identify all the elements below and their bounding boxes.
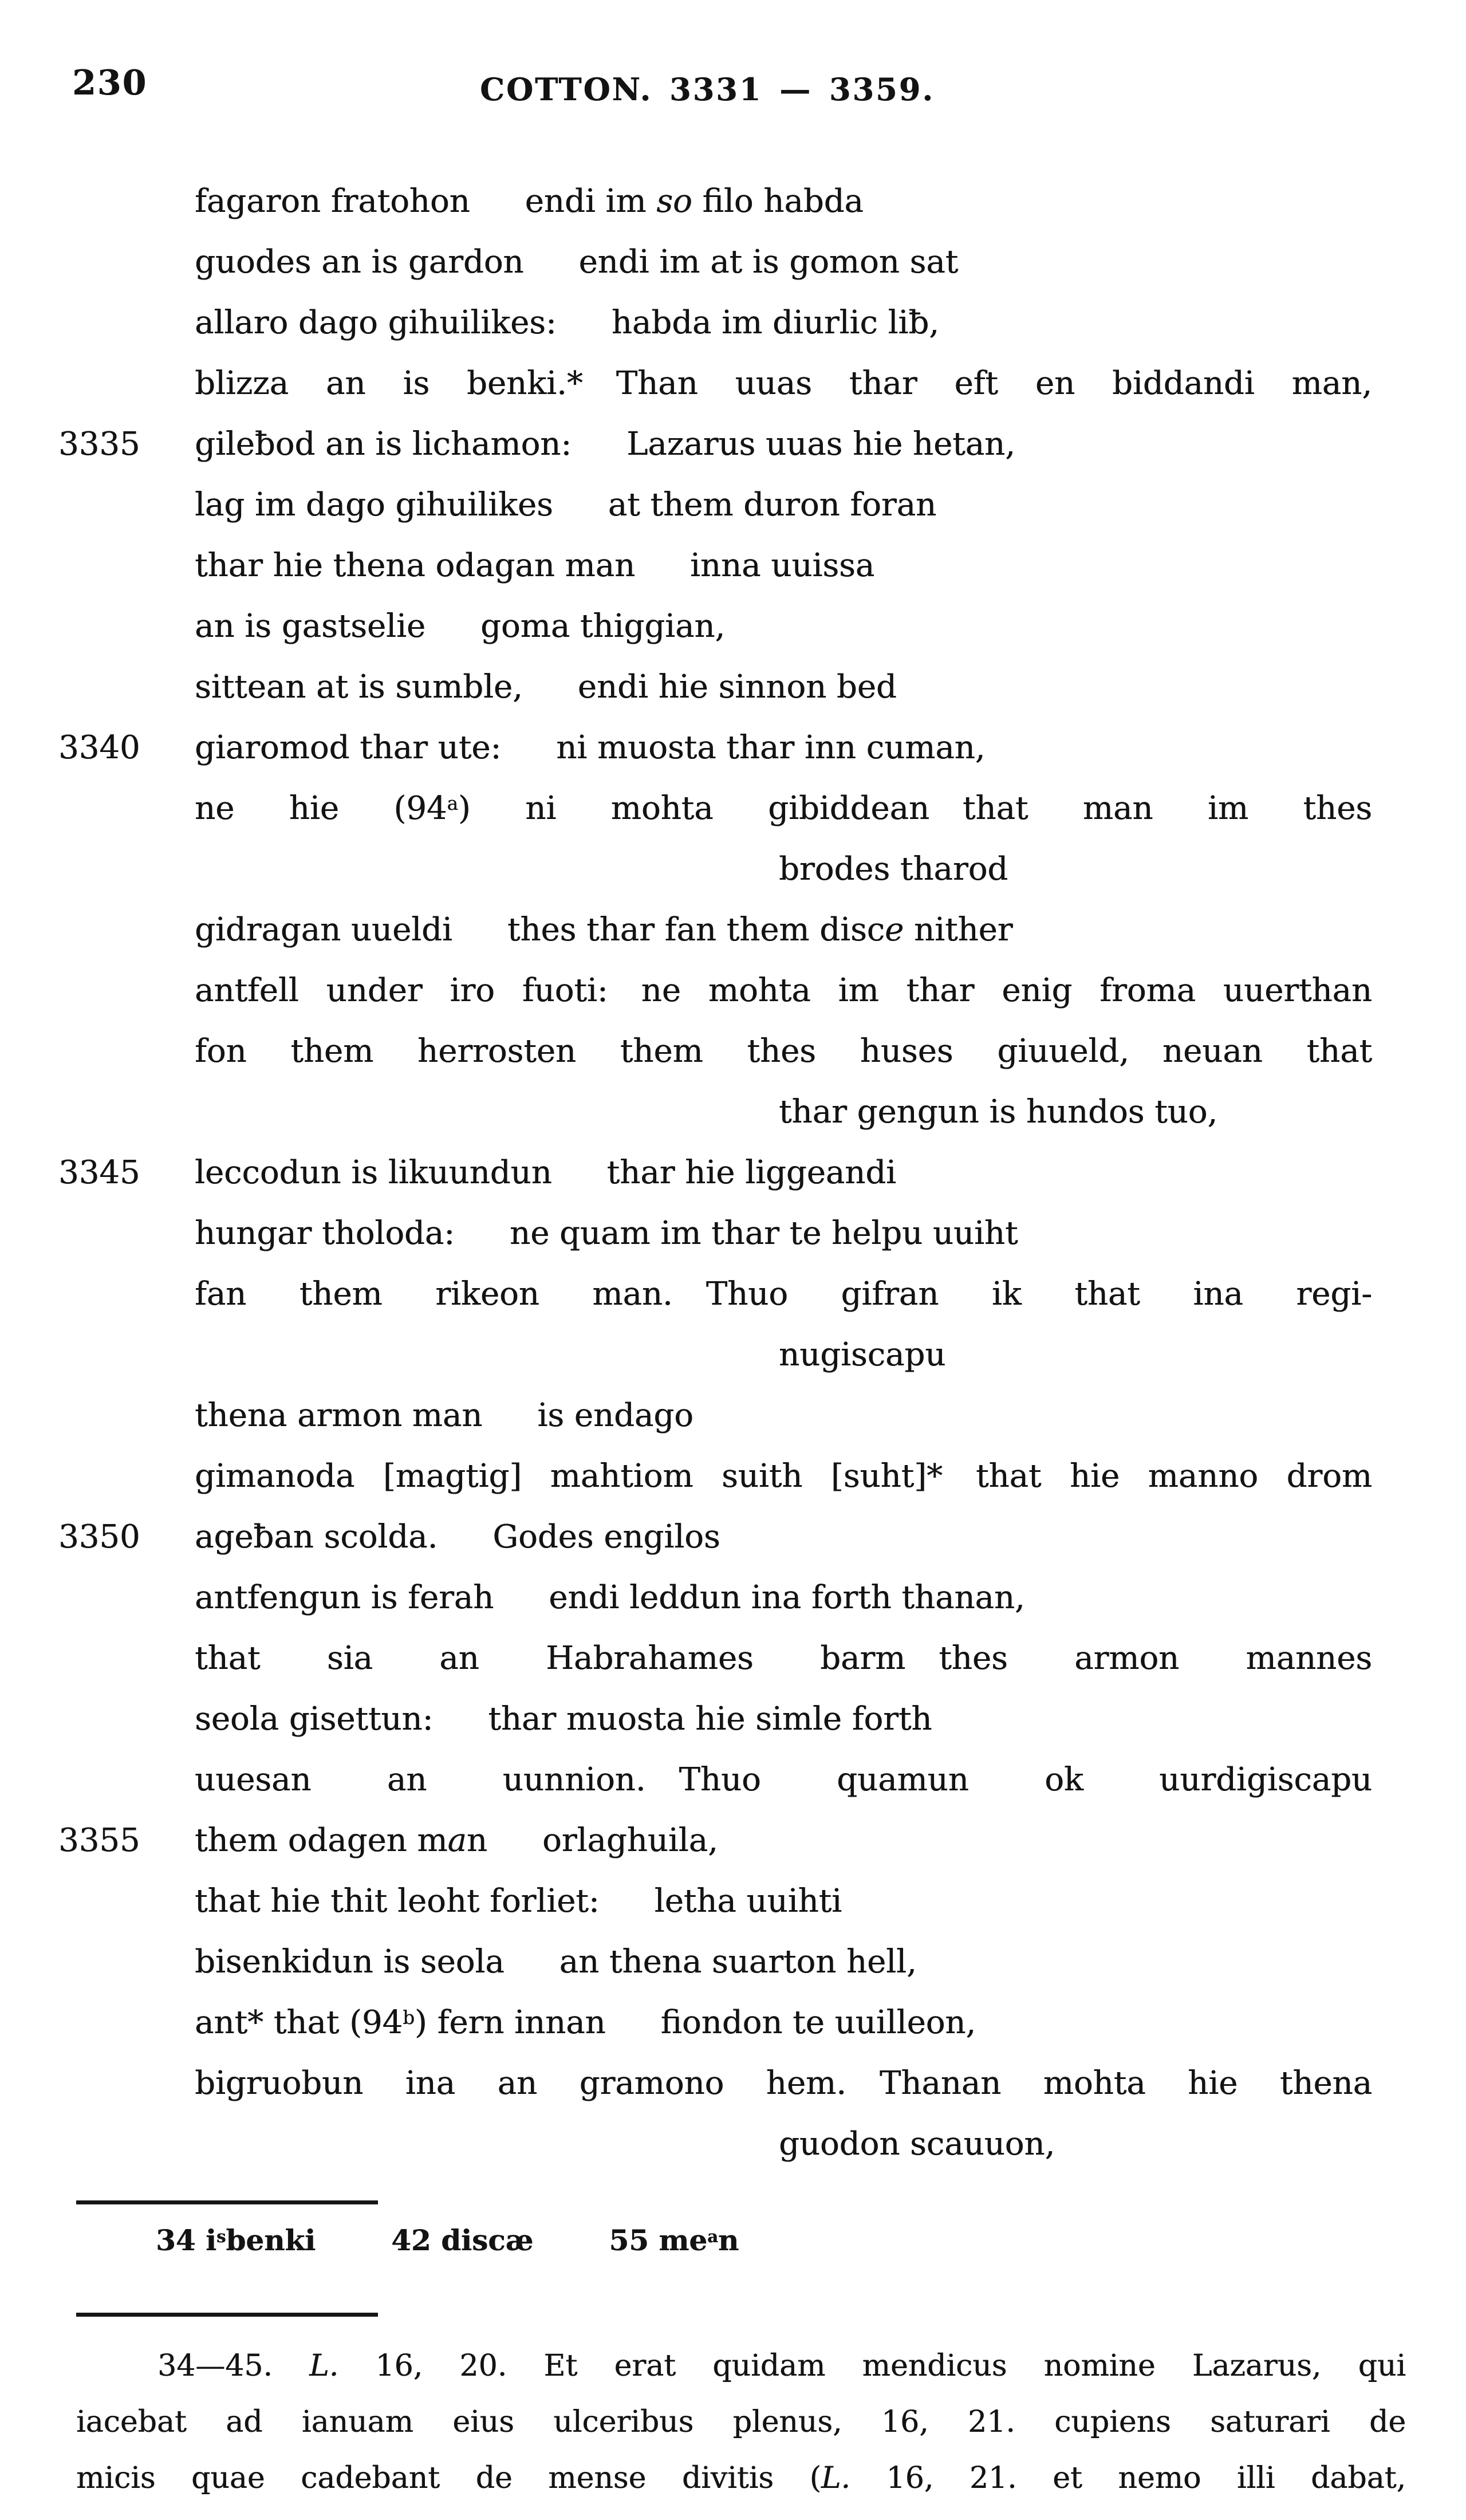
- text-segment: iacebat ad ianuam eius ulceribus plenus, 16, 21. cupiens saturari de: [76, 2405, 1406, 2439]
- verse-line: [0, 353, 1372, 414]
- text-segment: orlaghuila,: [542, 1822, 718, 1859]
- text-segment: Lazarus uuas hie hetan,: [626, 426, 1015, 463]
- text-segment: gidragan uueldi: [195, 911, 452, 948]
- verse-line: [0, 1082, 1466, 1143]
- text-segment: s: [216, 2227, 226, 2247]
- verse-line: [0, 1507, 1466, 1568]
- verse-line: [0, 536, 1466, 596]
- text-segment: Thuo quamun ok uurdigiscapu: [679, 1761, 1373, 1798]
- text-segment: ne mohta im thar enig froma uuerthan: [641, 972, 1372, 1009]
- text-segment: Godes engilos: [492, 1518, 720, 1556]
- text-segment: sittean at is sumble,: [195, 668, 523, 706]
- text-segment: n: [466, 1822, 487, 1859]
- text-segment: lag im dago gihuilikes: [195, 486, 553, 523]
- text-segment: ne hie (94: [195, 790, 447, 827]
- variant-readings: [156, 2223, 739, 2257]
- text-segment: neuan that: [1162, 1033, 1372, 1070]
- text-segment: thes thar fan them disc: [507, 911, 885, 948]
- text-segment: a: [707, 2227, 718, 2247]
- text-segment: ) ni mohta gibiddean: [458, 790, 929, 827]
- verse-line: [0, 293, 1466, 353]
- text-segment: letha uuihti: [654, 1883, 842, 1920]
- verse-line: [0, 1143, 1466, 1203]
- text-segment: that hie manno drom: [975, 1458, 1372, 1495]
- verse-line-number: 3355: [58, 1822, 140, 1859]
- text-segment: uuesan an uunnion.: [195, 1761, 646, 1798]
- text-segment: Thanan mohta hie thena: [879, 2065, 1372, 2102]
- text-segment: at them duron foran: [608, 486, 937, 523]
- text-segment: hungar tholoda:: [195, 1215, 455, 1252]
- text-segment: gileƀod an is lichamon:: [195, 426, 572, 463]
- verse-line-number: 3335: [58, 426, 140, 463]
- verse-line: [0, 1689, 1466, 1750]
- verse-line-number: 3345: [58, 1154, 140, 1191]
- text-segment: fiondon te uuilleon,: [660, 2004, 976, 2041]
- text-segment: goma thiggian,: [480, 608, 726, 645]
- text-segment: habda im diurlic liƀ,: [611, 304, 939, 341]
- text-segment: them odagen m: [195, 1822, 448, 1859]
- running-head: COTTON. 3331 — 3359.: [480, 71, 935, 108]
- text-segment: filo habda: [692, 183, 864, 220]
- verse-line: [0, 1810, 1466, 1871]
- verse-line: [0, 2053, 1372, 2114]
- text-segment: seola gisettun:: [195, 1700, 434, 1738]
- text-segment: blizza an is benki.*: [195, 365, 583, 402]
- variant-entry: [391, 2223, 533, 2257]
- apparatus-line: [76, 2450, 1406, 2506]
- verse-line: [0, 596, 1466, 657]
- verse-line: [0, 1385, 1466, 1446]
- footnote-rule-top: [76, 2200, 378, 2204]
- verse-line: [0, 1628, 1372, 1689]
- text-segment: n: [718, 2223, 739, 2257]
- text-segment: 42 discæ: [391, 2223, 534, 2257]
- text-segment: endi im at is gomon sat: [578, 243, 959, 281]
- text-segment: Thuo gifran ik that ina regi-: [706, 1275, 1372, 1313]
- text-segment: leccodun is likuundun: [195, 1154, 552, 1191]
- text-segment: 34—45.: [157, 2349, 310, 2383]
- text-segment: that hie thit leoht forliet:: [195, 1883, 600, 1920]
- text-segment: fon them herrosten them thes huses giuueld,: [195, 1033, 1129, 1070]
- text-segment: 34 i: [156, 2223, 216, 2257]
- apparatus-line: [76, 2394, 1406, 2450]
- text-segment: Than uuas thar eft en biddandi man,: [616, 365, 1373, 402]
- variant-entry: [609, 2223, 739, 2257]
- text-segment: fagaron fratohon: [195, 183, 470, 220]
- verse-line: [0, 718, 1466, 778]
- text-segment: inna uuissa: [690, 547, 875, 584]
- apparatus-line: [76, 2338, 1406, 2394]
- verse-line-number: 3340: [58, 729, 140, 766]
- verse-line: [0, 1021, 1372, 1082]
- text-segment: ageƀan scolda.: [195, 1518, 438, 1556]
- text-segment: 55 me: [609, 2223, 708, 2257]
- verse-line: [0, 778, 1372, 839]
- text-segment: an thena suarton hell,: [559, 1943, 917, 1980]
- text-segment: thena armon man: [195, 1397, 483, 1434]
- verse-line: [0, 414, 1466, 475]
- text-segment: a: [447, 793, 458, 815]
- text-segment: endi im: [525, 183, 657, 220]
- verse-line: [0, 839, 1466, 900]
- verse-line: [0, 232, 1466, 293]
- text-segment: guodon scauuon,: [779, 2125, 1055, 2163]
- apparatus-note: [76, 2338, 1406, 2506]
- verse-line: [0, 1871, 1466, 1932]
- text-segment: gimanoda [magtig] mahtiom suith [suht]*: [195, 1458, 943, 1495]
- footnote-rule-bottom: [76, 2313, 378, 2317]
- text-segment: ne quam im thar te helpu uuiht: [510, 1215, 1018, 1252]
- text-segment: thar hie thena odagan man: [195, 547, 636, 584]
- text-segment: ant* that (94: [195, 2004, 403, 2041]
- text-segment: giaromod thar ute:: [195, 729, 502, 766]
- verse-line: [0, 1203, 1466, 1264]
- text-segment: guodes an is gardon: [195, 243, 524, 281]
- text-segment: endi leddun ina forth thanan,: [549, 1579, 1025, 1616]
- text-segment: fan them rikeon man.: [195, 1275, 673, 1313]
- verse-line: [0, 171, 1466, 232]
- text-segment: is endago: [537, 1397, 693, 1434]
- text-segment: nither: [904, 911, 1013, 948]
- verse-line: [0, 1932, 1466, 1993]
- text-segment: b: [403, 2007, 415, 2029]
- verse-line-number: 3350: [58, 1518, 140, 1556]
- verse-line: [0, 657, 1466, 718]
- text-segment: thar gengun is hundos tuo,: [779, 1093, 1218, 1131]
- text-segment: antfell under iro fuoti:: [195, 972, 608, 1009]
- text-segment: thes armon mannes: [939, 1640, 1373, 1677]
- verse-line: [0, 1993, 1466, 2053]
- text-segment: ) fern innan: [414, 2004, 606, 2041]
- verse-line: [0, 960, 1372, 1021]
- text-segment: a: [447, 1822, 467, 1859]
- page-number: 230: [72, 63, 148, 103]
- text-segment: nugiscapu: [779, 1336, 946, 1373]
- verse-line: [0, 900, 1466, 960]
- text-segment: 16, 20. Et erat quidam mendicus nomine Lazarus, qui: [338, 2349, 1406, 2383]
- verse-line: [0, 1325, 1466, 1385]
- text-segment: thar hie liggeandi: [606, 1154, 896, 1191]
- text-segment: that sia an Habrahames barm: [195, 1640, 906, 1677]
- verse-line: [0, 475, 1466, 536]
- text-segment: endi hie sinnon bed: [577, 668, 897, 706]
- text-segment: so: [656, 183, 692, 220]
- verse-line: [0, 1750, 1372, 1810]
- text-segment: benki: [226, 2223, 316, 2257]
- text-segment: L.: [821, 2461, 850, 2495]
- text-segment: L.: [309, 2349, 339, 2383]
- text-segment: bigruobun ina an gramono hem.: [195, 2065, 846, 2102]
- text-segment: antfengun is ferah: [195, 1579, 494, 1616]
- text-segment: e: [885, 911, 904, 948]
- text-segment: 16, 21. et nemo illi dabat,: [850, 2461, 1406, 2495]
- text-segment: brodes tharod: [779, 850, 1008, 888]
- text-segment: micis quae cadebant de mense divitis (: [76, 2461, 821, 2495]
- text-segment: that man im thes: [962, 790, 1372, 827]
- text-segment: an is gastselie: [195, 608, 426, 645]
- verse-block: [0, 171, 1466, 2175]
- variant-entry: [156, 2223, 316, 2257]
- text-segment: bisenkidun is seola: [195, 1943, 505, 1980]
- verse-line: [0, 2114, 1466, 2175]
- verse-line: [0, 1446, 1372, 1507]
- verse-line: [0, 1568, 1466, 1628]
- verse-line: [0, 1264, 1372, 1325]
- text-segment: allaro dago gihuilikes:: [195, 304, 557, 341]
- text-segment: ni muosta thar inn cuman,: [556, 729, 986, 766]
- text-segment: thar muosta hie simle forth: [488, 1700, 932, 1738]
